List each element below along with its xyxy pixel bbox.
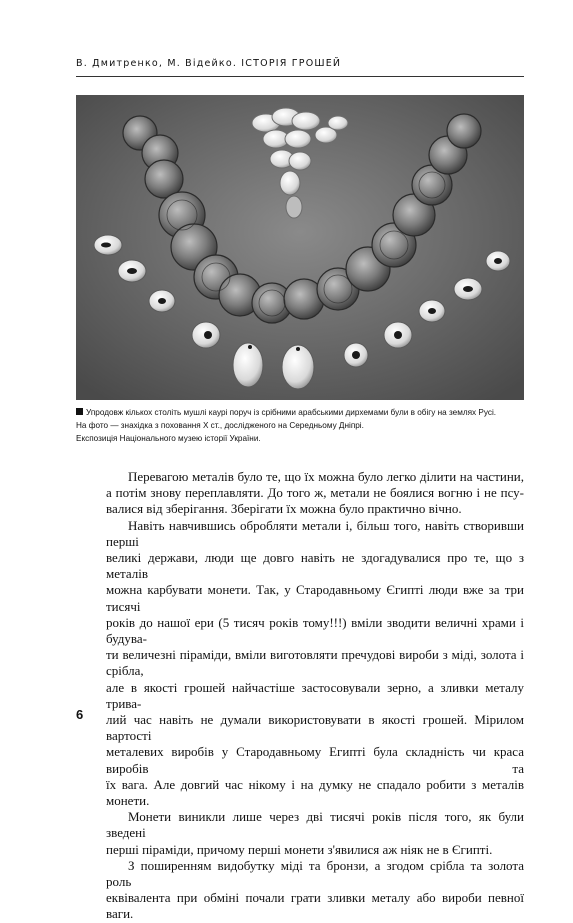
text-line: перші піраміди, причому перші монети з'явилися аж ніяк не в Єгипті.: [106, 841, 493, 857]
text-line: валися від зберігання. Зберігати їх можна було практично вічно.: [106, 501, 462, 517]
text-line: років до нашої ери (5 тисяч років тому!!!) вміли зводити величні храми і будува-: [106, 614, 524, 647]
photo-graphic: [76, 95, 524, 400]
figure-caption: [76, 406, 524, 445]
page-number: 6: [76, 707, 84, 722]
text-line: але в якості грошей найчастіше застосовували зерно, а зливки металу трива-: [106, 679, 524, 711]
caption-line-2: На фото — знахідка з поховання X ст., дослідженого на Середньому Дніпрі.: [76, 421, 364, 430]
text-line: Монети виникли лише через дві тисячі років після того, як були зведені: [106, 809, 524, 841]
caption-text-1: Упродовж кількох століть мушлі каурі поруч із срібними арабськими дирхемами були в обігу на землях Русі.: [86, 408, 497, 417]
text-line: З поширенням видобутку міді та бронзи, а згодом срібла та золота роль: [106, 857, 524, 890]
header-divider: [76, 76, 524, 77]
text-line: Навіть навчившись обробляти метали і, більш того, навіть створивши перші: [106, 517, 524, 549]
text-line: великі держави, люди ще довго навіть не здогадувалися про те, що з металів: [106, 550, 524, 582]
caption-bullet-icon: [76, 408, 83, 415]
text-line: можна карбувати монети. Так, у Стародавньому Єгипті люди вже за три тисячі: [106, 582, 524, 614]
body-text: [106, 469, 524, 923]
text-line: Перевагою металів було те, що їх можна було легко ділити на частини,: [128, 469, 524, 484]
text-line: еквівалента при обміні почали грати зливки металу або вироби певної ваги.: [106, 890, 524, 922]
text-line: ти величезні піраміди, вміли виготовляти пречудові вироби з міді, золота і срібла,: [106, 647, 524, 679]
running-head: В. Дмитренко, М. Відейко. ІСТОРІЯ ГРОШЕЙ: [76, 58, 342, 69]
text-line: їх вага. Але довгий час нікому і на думку не спадало робити з металів монети.: [106, 776, 524, 809]
text-line: а потім знову переплавляти. До того ж, метали не боялися вогню і не псу-: [106, 485, 524, 501]
caption-line-3: Експозиція Національного музею історії України.: [76, 434, 261, 443]
caption-line-1: [76, 406, 524, 419]
photo-coin-and-cowrie-necklace: [76, 95, 524, 400]
text-line: лий час навіть не думали використовувати в якості грошей. Мірилом вартості: [106, 712, 524, 744]
text-line: металевих виробів у Стародавньому Египті була складність чи краса виробів та: [106, 744, 524, 776]
